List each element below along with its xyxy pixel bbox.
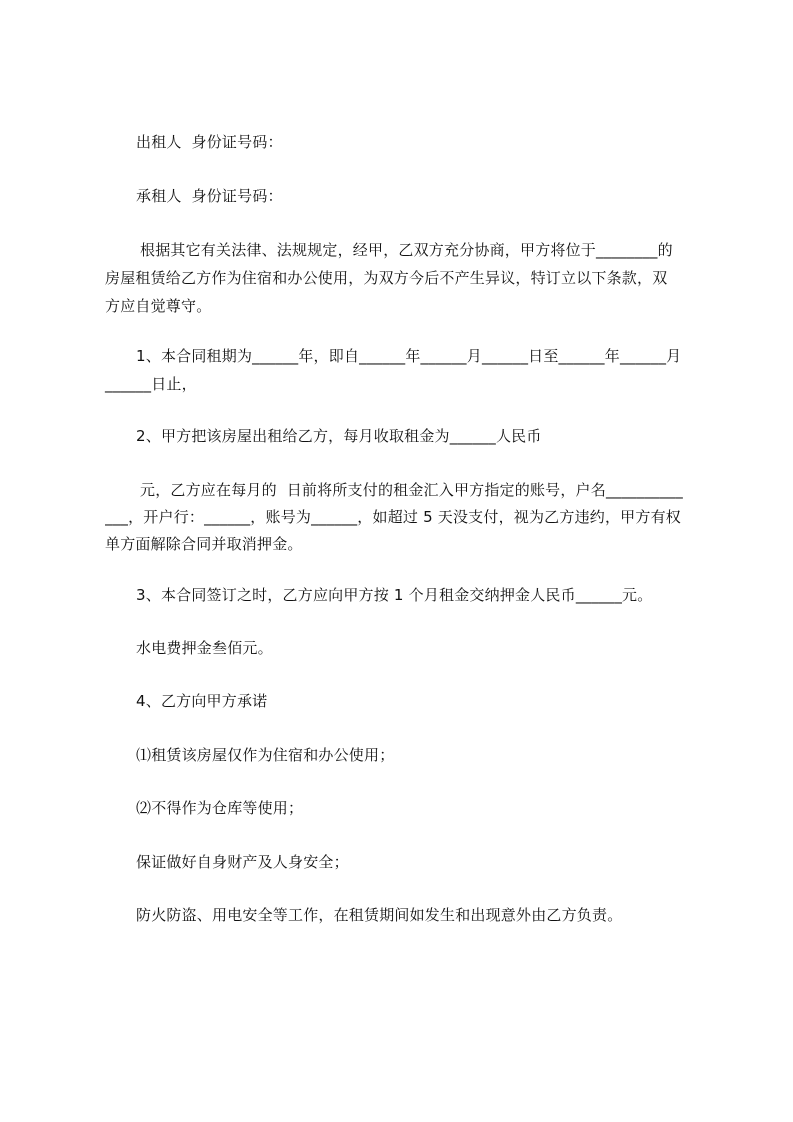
clause-1-line-2: ______日止， (105, 375, 197, 393)
clause-4-line: 4、乙方向甲方承诺 (136, 692, 268, 710)
intro-line-2: 房屋租赁给乙方作为住宿和办公使用，为双方今后不产生异议，特订立以下条款，双 (105, 269, 668, 287)
promise-item-3: 保证做好自身财产及人身安全； (136, 853, 349, 871)
clause-1-line-1: 1、本合同租期为______年，即自______年______月______日至______年______月 (136, 347, 682, 365)
clause-2-line-3: ___，开户行：______，账号为______，如超过 5 天没支付，视为乙方违约，甲方有权 (105, 508, 681, 526)
promise-item-4: 防火防盗、用电安全等工作，在租赁期间如发生和出现意外由乙方负责。 (136, 906, 623, 924)
lessor-id-line: 出租人 身份证号码： (136, 133, 283, 151)
clause-2-line-2: 元，乙方应在每月的 日前将所支付的租金汇入甲方指定的账号，户名__________ (140, 481, 683, 499)
intro-line-3: 方应自觉尊守。 (105, 297, 212, 315)
promise-item-1: ⑴租赁该房屋仅作为住宿和办公使用； (136, 746, 395, 764)
clause-2-line-1: 2、甲方把该房屋出租给乙方，每月收取租金为______人民币 (136, 427, 542, 445)
lessee-id-line: 承租人 身份证号码： (136, 187, 283, 205)
clause-3-line: 3、本合同签订之时，乙方应向甲方按 1 个月租金交纳押金人民币______元。 (136, 586, 653, 604)
intro-line-1: 根据其它有关法律、法规规定，经甲，乙双方充分协商，甲方将位于________的 (140, 241, 673, 259)
utility-deposit-line: 水电费押金叁佰元。 (136, 639, 273, 657)
clause-2-line-4: 单方面解除合同并取消押金。 (105, 535, 303, 553)
promise-item-2: ⑵不得作为仓库等使用； (136, 799, 304, 817)
